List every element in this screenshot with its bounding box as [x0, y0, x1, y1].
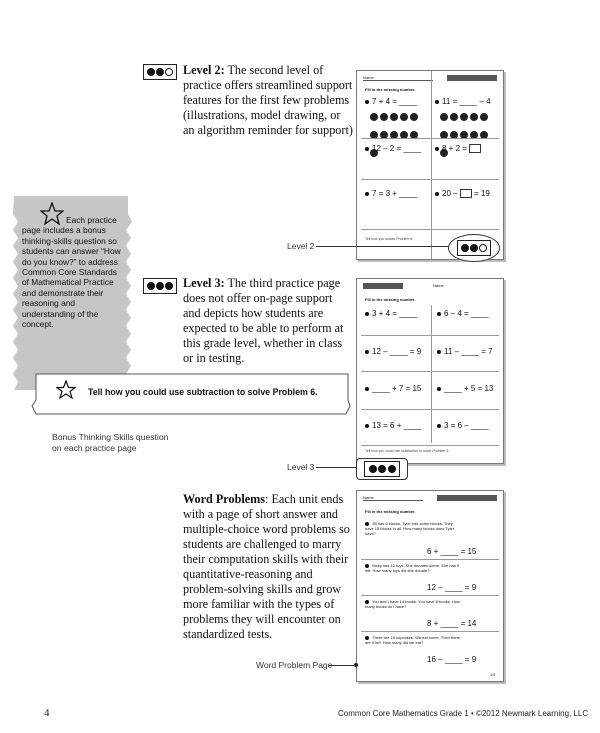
level3-icon-small — [364, 461, 400, 477]
star-icon — [56, 380, 76, 400]
word-eq-1: 6 + ____ = 15 — [427, 547, 477, 556]
level3-paragraph — [183, 276, 353, 366]
level3-icon — [143, 278, 177, 294]
problem-4: 8 + 2 = — [435, 144, 481, 153]
word-problem-worksheet — [356, 490, 504, 682]
filled-dot-icon — [156, 68, 164, 76]
level2-heading: Level 2: — [183, 63, 225, 77]
problem-4: 11 – ____ = 7 — [437, 347, 493, 356]
word-item-1: Jill has 6 blocks. Tyler has some blocks. They have 15 blocks in all. How many blocks does Tyler have? — [365, 521, 455, 536]
problem-1: 3 + 4 = ____ — [365, 309, 417, 318]
bonus-caption: Bonus Thinking Skills question on each practice page — [52, 432, 169, 453]
word-eq-4: 16 – ____ = 9 — [427, 655, 477, 664]
level2-body: The second level of practice offers streamlined support features for the first few problems (illustrations, model drawing, or an algorithm reminder for support) — [183, 63, 353, 137]
problem-2: 6 – 4 = ____ — [437, 309, 489, 318]
divider — [361, 335, 499, 336]
problem-3: 12 – 2 = ____ — [365, 144, 421, 153]
problem-8: 3 = 6 – ____ — [437, 421, 489, 430]
word-problems-paragraph — [183, 492, 353, 642]
problem-1: 7 + 4 = ____ — [365, 97, 417, 106]
name-label: Name — [363, 495, 374, 500]
dot-model-right — [439, 109, 497, 163]
level2-worksheet — [356, 70, 504, 260]
footer-credit: Common Core Mathematics Grade 1 • ©2012 Newmark Learning, LLC — [338, 709, 589, 718]
level2-icon — [143, 64, 177, 80]
level2-caption: Level 2 — [287, 241, 315, 251]
word-problems-heading: Word Problems — [183, 492, 266, 506]
leader-line — [328, 665, 356, 666]
word-item-2: Nicky has 12 toys. She donates some. She has 9 left. How many toys did she donate? — [365, 563, 460, 573]
header-bar — [437, 495, 497, 501]
divider — [361, 445, 499, 446]
word-eq-2: 12 – ____ = 9 — [427, 583, 477, 592]
level3-worksheet — [356, 278, 504, 464]
header-bar — [447, 75, 497, 81]
leader-line — [316, 467, 356, 468]
sidebar-text: Each practice page includes a bonus thinking-skills question so students can answer “How do you know?” to address Common Core Standards of Mathematical Practice and demonstrate their reasoning and understanding of the concept. — [22, 215, 121, 330]
divider — [361, 371, 499, 372]
word-item-4: There are 16 cupcakes. We eat some. Then there are 9 left. How many did we eat? — [365, 635, 461, 645]
divider — [361, 631, 499, 632]
leader-line — [316, 246, 448, 247]
divider — [361, 138, 499, 139]
bonus-line: Tell how you could use subtraction to solve Problem 6. — [365, 449, 450, 453]
name-label: Name — [363, 75, 374, 80]
instruction: Fill in the missing number. — [365, 509, 416, 514]
divider — [361, 409, 499, 410]
leader-dot — [354, 663, 358, 667]
instruction: Fill in the missing number. — [365, 297, 416, 302]
word-problems-body: : Each unit ends with a page of short answer and multiple-choice word problems so students are challenged to marry their computation skills with their quantitative-reasoning and problem-solving skills and grow more familiar with the types of problems they will encounter on standardized tests. — [183, 492, 350, 641]
problem-6: ____ + 5 = 13 — [437, 384, 493, 393]
column-divider — [431, 71, 432, 259]
level2-icon-small — [457, 240, 491, 256]
level3-caption: Level 3 — [287, 462, 315, 472]
column-divider — [431, 305, 432, 443]
sheet-page-number: 24 — [490, 672, 495, 677]
level3-heading: Level 3: — [183, 276, 225, 290]
word-item-3: You and I have 14 books. You have 8 books. How many books do I have? — [365, 599, 460, 609]
open-dot-icon — [165, 68, 173, 76]
divider — [361, 595, 499, 596]
divider — [361, 229, 499, 230]
problem-6: 20 – = 19 — [435, 189, 490, 198]
problem-3: 12 – ____ = 9 — [365, 347, 421, 356]
problem-5: 7 = 3 + ____ — [365, 189, 417, 198]
level2-paragraph — [183, 63, 353, 138]
divider — [361, 179, 499, 180]
divider — [361, 559, 499, 560]
name-label: Name — [433, 283, 444, 288]
instruction: Fill in the missing number. — [365, 87, 416, 92]
filled-dot-icon — [147, 68, 155, 76]
word-problem-caption: Word Problem Page — [256, 660, 333, 670]
problem-2: 11 = ____ – 4 — [435, 97, 491, 106]
problem-5: ____ + 7 = 15 — [365, 384, 421, 393]
dot-model-left — [369, 109, 427, 163]
bonus-question: Tell how you could use subtraction to solve Problem 6. — [88, 387, 318, 397]
level3-body: The third practice page does not offer on-page support and depicts how students are expected to be able to perform at this grade level, whether in class or in testing. — [183, 276, 344, 365]
header-bar — [363, 283, 403, 289]
word-eq-3: 8 + ____ = 14 — [427, 619, 477, 628]
problem-7: 13 = 6 + ____ — [365, 421, 421, 430]
page-number: 4 — [44, 707, 50, 719]
bonus-line: Tell how you solved Problem 6. — [365, 237, 414, 241]
